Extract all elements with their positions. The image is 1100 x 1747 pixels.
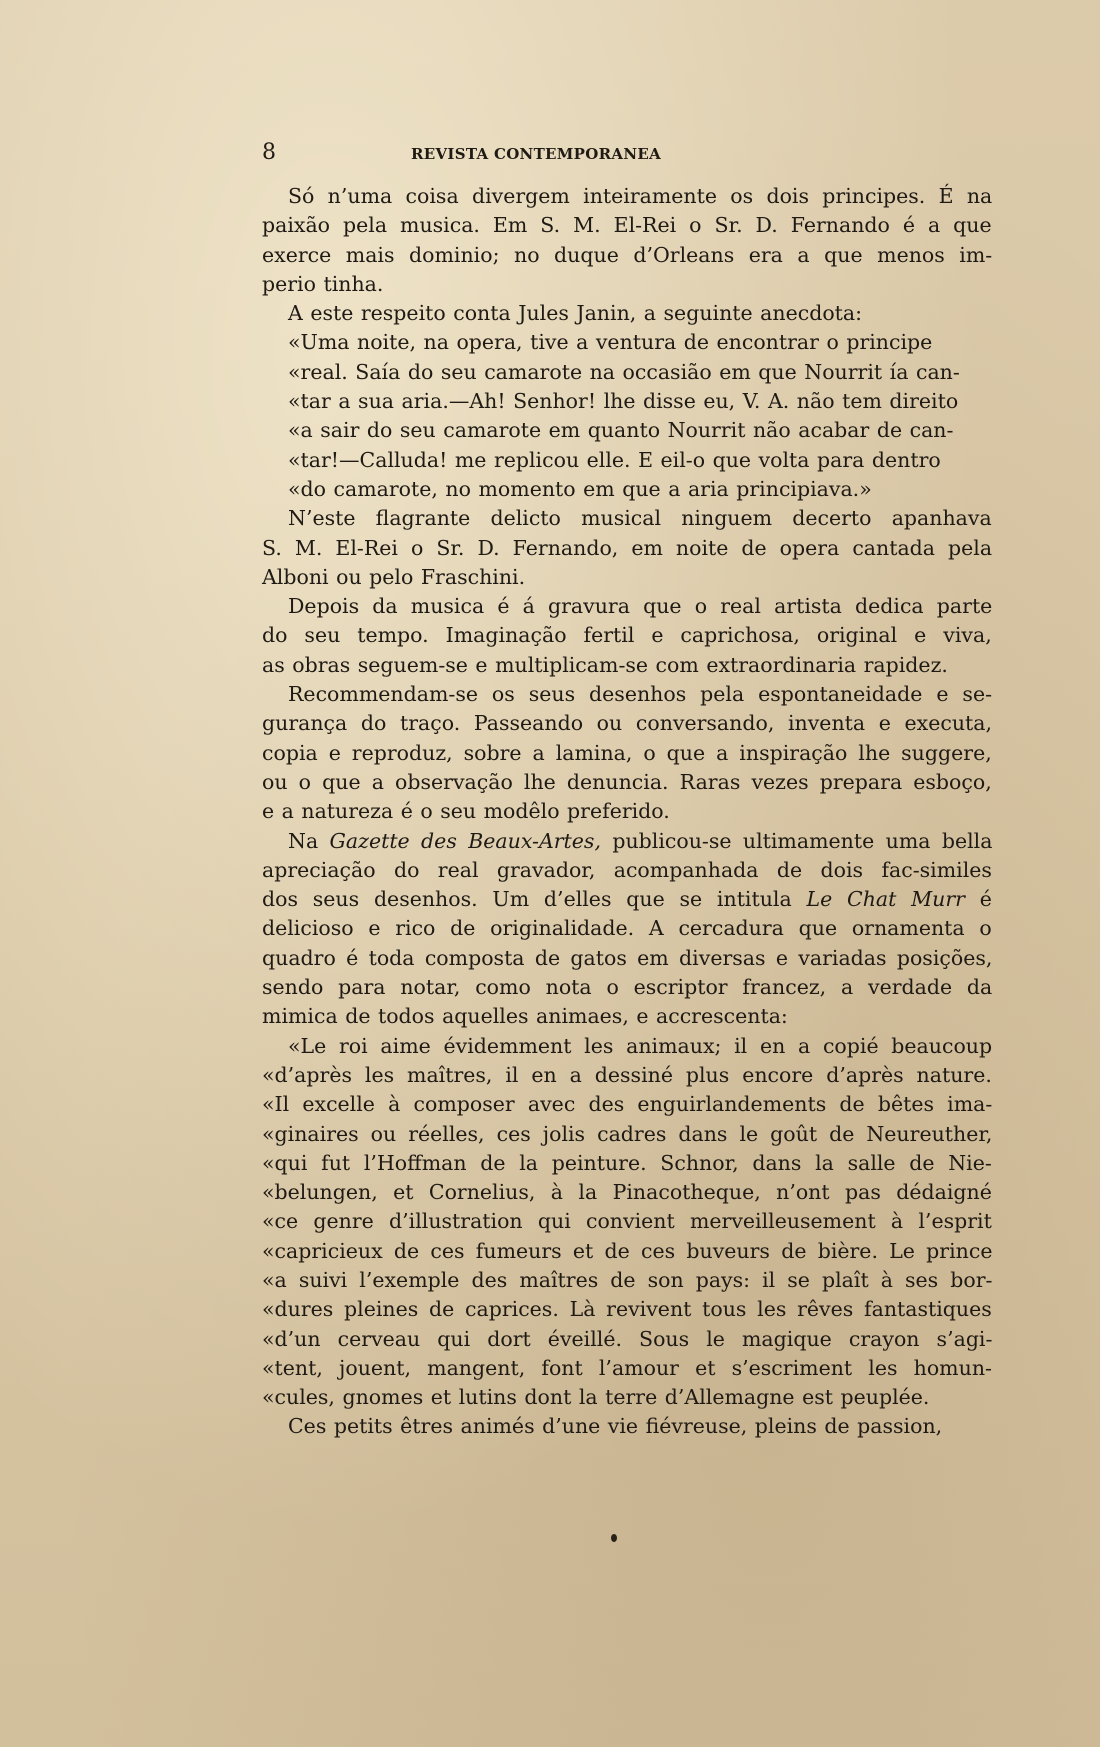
text-line: «real. Saía do seu camarote na occasião em que Nourrit ía can- <box>288 359 960 384</box>
text-line: gurança do traço. Passeando ou conversando, inventa e executa, <box>262 711 993 736</box>
body-text <box>262 182 992 1442</box>
text-line: apreciação do real gravador, acompanhada de dois fac-similes <box>262 857 992 882</box>
text-line: «Le roi aime évidemment les animaux; il en a copié beaucoup <box>288 1033 993 1058</box>
text-segment: publicou-se ultimamente uma bella <box>600 828 993 853</box>
text-line: N’este flagrante delicto musical ninguem decerto apanhava <box>288 506 992 531</box>
text-line: e a natureza é o seu modêlo preferido. <box>262 799 670 824</box>
text-line: do seu tempo. Imaginação fertil e caprichosa, original e viva, <box>262 623 992 648</box>
text-line: «Uma noite, na opera, tive a ventura de encontrar o principe <box>288 330 933 355</box>
text-segment: Na <box>288 828 330 853</box>
text-line: exerce mais dominio; no duque d’Orleans era a que menos im- <box>262 242 993 267</box>
text-line: «a suivi l’exemple des maîtres de son pays: il se plaît à ses bor- <box>262 1267 993 1292</box>
text-line: «tar!—Calluda! me replicou elle. E eil-o que volta para dentro <box>288 447 941 472</box>
text-line: «dures pleines de caprices. Là revivent tous les rêves fantastiques <box>262 1297 992 1322</box>
text-line <box>262 885 992 914</box>
text-line: «d’après les maîtres, il en a dessiné plus encore d’après nature. <box>262 1062 992 1087</box>
text-line: «d’un cerveau qui dort éveillé. Sous le magique crayon s’agi- <box>262 1326 993 1351</box>
text-line: Depois da musica é á gravura que o real artista dedica parte <box>288 594 993 619</box>
text-segment: dos seus desenhos. Um d’elles que se intitula <box>262 887 807 912</box>
text-line: as obras seguem-se e multiplicam-se com extraordinaria rapidez. <box>262 652 948 677</box>
text-line: sendo para notar, como nota o escriptor francez, a verdade da <box>262 975 993 1000</box>
text-line: A este respeito conta Jules Janin, a seguinte anecdota: <box>288 301 863 326</box>
text-line: «do camarote, no momento em que a aria principiava.» <box>288 476 872 501</box>
text-line: quadro é toda composta de gatos em diversas e variadas posições, <box>262 945 993 970</box>
text-line: «ce genre d’illustration qui convient merveilleusement à l’esprit <box>262 1209 992 1234</box>
text-line: copia e reproduz, sobre a lamina, o que a inspiração lhe suggere, <box>262 740 992 765</box>
text-line: Só n’uma coisa divergem inteiramente os dois principes. É na <box>288 184 993 208</box>
page-number: 8 <box>262 140 276 165</box>
text-segment: é <box>964 887 992 912</box>
text-line: «tent, jouent, mangent, font l’amour et s’escriment les homun- <box>262 1355 992 1380</box>
text-line: «Il excelle à composer avec des enguirlandements de bêtes ima- <box>262 1092 993 1117</box>
text-line: «a sair do seu camarote em quanto Nourrit não acabar de can- <box>288 418 954 443</box>
text-line: Ces petits êtres animés d’une vie fiévreuse, pleins de passion, <box>288 1414 943 1439</box>
page-header <box>262 140 810 166</box>
text-line: Recommendam-se os seus desenhos pela espontaneidade e se- <box>288 682 993 707</box>
text-line: «ginaires ou réelles, ces jolis cadres dans le goût de Neureuther, <box>262 1121 993 1146</box>
text-line: S. M. El-Rei o Sr. D. Fernando, em noite de opera cantada pela <box>262 535 993 560</box>
text-line: «belungen, et Cornelius, à la Pinacotheque, n’ont pas dédaigné <box>262 1180 992 1205</box>
text-line: paixão pela musica. Em S. M. El-Rei o Sr. D. Fernando é a que <box>262 213 992 238</box>
running-title: REVISTA CONTEMPORANEA <box>410 145 662 163</box>
text-line: «capricieux de ces fumeurs et de ces buveurs de bière. Le prince <box>262 1238 993 1263</box>
text-line: Alboni ou pelo Fraschini. <box>262 564 526 589</box>
text-line: «tar a sua aria.—Ah! Senhor! lhe disse eu, V. A. não tem direito <box>288 389 959 414</box>
text-line: «cules, gnomes et lutins dont la terre d’Allemagne est peuplée. <box>262 1385 930 1410</box>
italic-title: Le Chat Murr <box>806 887 965 912</box>
italic-title: Gazette des Beaux-Artes, <box>329 828 601 853</box>
ink-dot <box>611 1534 617 1542</box>
text-line: «qui fut l’Hoffman de la peinture. Schnor, dans la salle de Nie- <box>262 1150 992 1175</box>
text-line: mimica de todos aquelles animaes, e accrescenta: <box>262 1004 788 1029</box>
text-line: ou o que a observação lhe denuncia. Raras vezes prepara esboço, <box>262 769 992 794</box>
text-line <box>262 827 992 856</box>
text-line: perio tinha. <box>262 271 384 296</box>
text-line: delicioso e rico de originalidade. A cercadura que ornamenta o <box>262 916 992 941</box>
